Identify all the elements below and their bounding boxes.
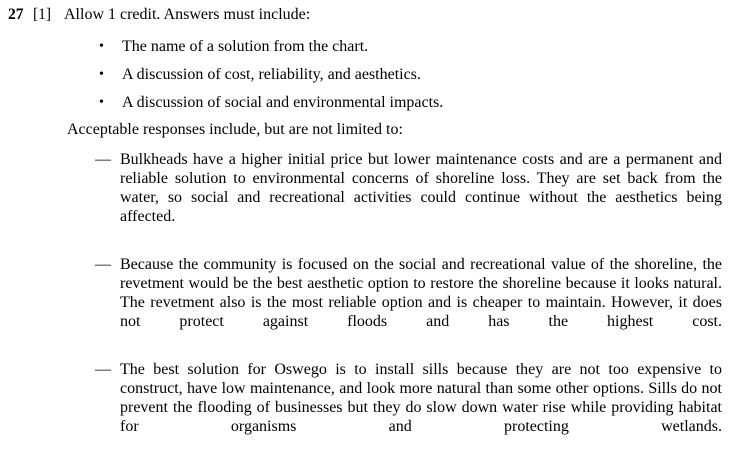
list-item <box>0 92 730 120</box>
acceptable-response-text: Bulkheads have a higher initial price but lower maintenance costs and are a permanent and reliable solution to environmental concerns of shoreline loss. They are set back from the water, so social and recreational activities could continue without the aesthetics being affected. <box>120 151 722 225</box>
list-item <box>0 150 730 245</box>
credit-value: [1] <box>33 6 52 23</box>
em-dash-icon: — <box>95 256 111 273</box>
question-header <box>0 5 730 27</box>
bullet-icon: • <box>99 39 104 54</box>
bullet-icon: • <box>99 67 104 82</box>
bullet-icon: • <box>99 95 104 110</box>
requirement-text: A discussion of social and environmental impacts. <box>122 94 444 111</box>
question-stem: Allow 1 credit. Answers must include: <box>64 6 311 23</box>
acceptable-responses-lead-in: Acceptable responses include, but are not limited to: <box>67 121 403 138</box>
acceptable-response-text: The best solution for Oswego is to install sills because they are not too expensive to construct, have low maintenance, and look more natural than some other options. Sills do not prevent the flooding of businesses but they do slow down water rise while providing habitat for organisms and protecting wetlands. <box>120 361 722 435</box>
em-dash-icon: — <box>95 361 111 378</box>
requirement-text: The name of a solution from the chart. <box>122 38 369 55</box>
acceptable-responses-list <box>0 150 730 465</box>
list-item <box>0 255 730 350</box>
requirements-list <box>0 36 730 120</box>
list-item <box>0 64 730 92</box>
requirement-text: A discussion of cost, reliability, and aesthetics. <box>122 66 421 83</box>
em-dash-icon: — <box>95 151 111 168</box>
list-item <box>0 360 730 455</box>
list-item <box>0 36 730 64</box>
acceptable-response-text: Because the community is focused on the social and recreational value of the shoreline, the revetment would be the best aesthetic option to restore the shoreline because it looks natural. The revetment also is the most reliable option and is cheaper to maintain. However, it does not protect against floods and has the highest cost. <box>120 256 722 330</box>
question-number: 27 <box>8 6 24 23</box>
